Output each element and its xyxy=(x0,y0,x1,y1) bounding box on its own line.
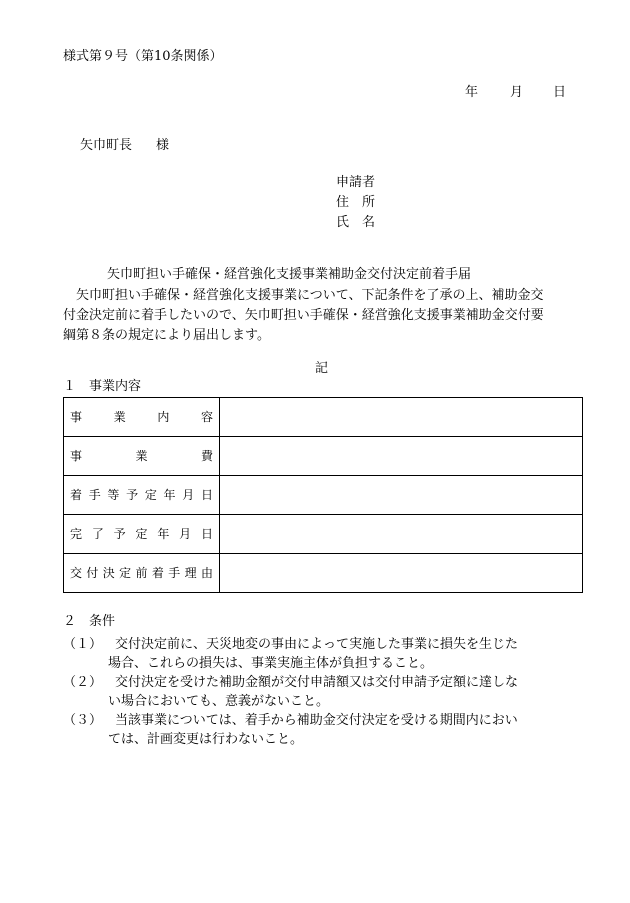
business-cost-field[interactable] xyxy=(220,437,583,476)
intro-line: 付金決定前に着手したいので、矢巾町担い手確保・経営強化支援事業補助金交付要 xyxy=(63,308,544,323)
addressee xyxy=(80,139,169,152)
condition-number: （１） xyxy=(63,637,103,652)
ki-heading: 記 xyxy=(315,361,329,376)
condition-item xyxy=(63,673,583,711)
applicant-title: 申請者 xyxy=(336,175,376,190)
table-label-completion-date: 完了予定年月日 xyxy=(64,515,220,554)
document-title: 矢巾町担い手確保・経営強化支援事業補助金交付決定前着手届 xyxy=(107,267,472,282)
table-row xyxy=(64,437,583,476)
completion-date-field[interactable] xyxy=(220,515,583,554)
condition-number: （２） xyxy=(63,675,103,690)
condition-text: 交付決定を受けた補助金額が交付申請額又は交付申請予定額に達しな xyxy=(115,675,519,690)
table-label-business-cost: 事業費 xyxy=(64,437,220,476)
condition-text-continued: 場合、これらの損失は、事業実施主体が負担すること。 xyxy=(108,656,434,671)
date-year-label: 年 xyxy=(465,85,479,100)
applicant-name-label: 氏 名 xyxy=(336,215,376,230)
applicant-block xyxy=(336,173,375,233)
section2-title: ２ 条件 xyxy=(63,614,116,629)
business-content-table xyxy=(63,397,583,593)
intro-line: 矢巾町担い手確保・経営強化支援事業について、下記条件を了承の上、補助金交 xyxy=(76,288,544,303)
addressee-honorific: 様 xyxy=(156,138,170,153)
section1-title: １ 事業内容 xyxy=(63,379,142,394)
table-label-early-start-reason: 交付決定前着手理由 xyxy=(64,554,220,593)
early-start-reason-field[interactable] xyxy=(220,554,583,593)
condition-item xyxy=(63,711,583,749)
business-content-field[interactable] xyxy=(220,398,583,437)
table-row xyxy=(64,398,583,437)
condition-text-continued: ては、計画変更は行わないこと。 xyxy=(108,732,304,747)
table-row xyxy=(64,476,583,515)
addressee-name: 矢巾町長 xyxy=(80,138,133,153)
date-day-label: 日 xyxy=(553,85,567,100)
start-date-field[interactable] xyxy=(220,476,583,515)
table-row xyxy=(64,554,583,593)
condition-item xyxy=(63,635,583,673)
intro-line: 綱第８条の規定により届出します。 xyxy=(63,328,270,343)
intro-paragraph xyxy=(63,286,583,346)
condition-text: 交付決定前に、天災地変の事由によって実施した事業に損失を生じた xyxy=(115,637,519,652)
condition-number: （３） xyxy=(63,713,103,728)
condition-text: 当該事業については、着手から補助金交付決定を受ける期間内におい xyxy=(115,713,518,728)
condition-text-continued: い場合においても、意義がないこと。 xyxy=(108,694,330,709)
date-month-label: 月 xyxy=(510,85,524,100)
table-row xyxy=(64,515,583,554)
form-number: 様式第９号（第10条関係） xyxy=(63,49,223,64)
table-label-business-content: 事業内容 xyxy=(64,398,220,437)
table-label-start-date: 着手等予定年月日 xyxy=(64,476,220,515)
applicant-address-label: 住 所 xyxy=(336,195,376,210)
